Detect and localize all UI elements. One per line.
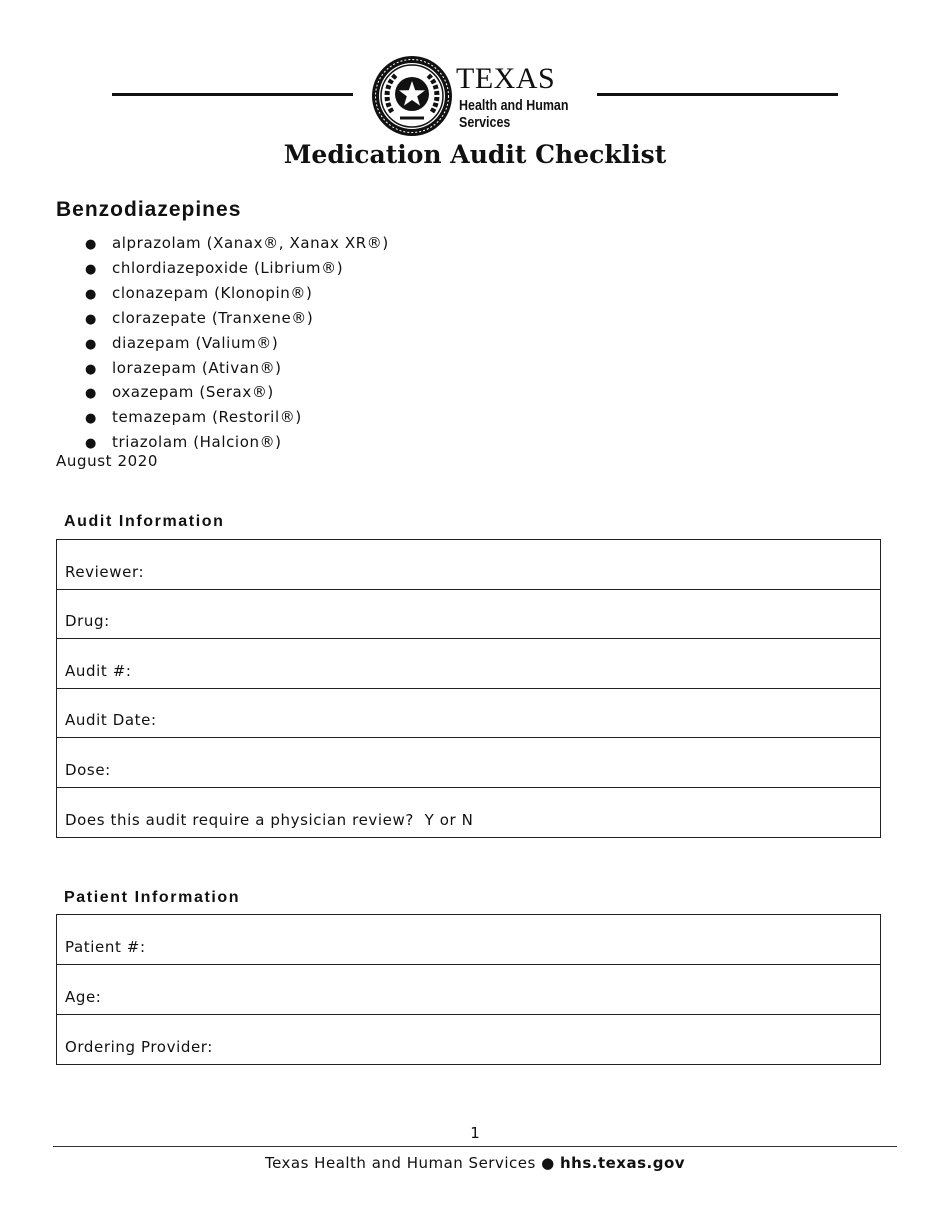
list-item: ● clorazepate (Tranxene®) xyxy=(85,307,389,332)
drug-label: Drug: xyxy=(65,612,110,631)
dose-label: Dose: xyxy=(65,760,111,779)
table-row[interactable] xyxy=(57,738,880,788)
page-number: 1 xyxy=(470,1124,480,1142)
bullet-icon: ● xyxy=(85,311,97,327)
list-item: ● oxazepam (Serax®) xyxy=(85,381,389,406)
patient-info-table xyxy=(56,914,881,1065)
bullet-icon: ● xyxy=(85,261,97,277)
table-row[interactable] xyxy=(57,540,880,590)
hhs-logo xyxy=(370,54,590,138)
logo-line-2: Health and Human xyxy=(459,98,569,114)
footer-divider xyxy=(53,1146,897,1147)
logo-texas-text: TEXAS xyxy=(456,62,556,95)
document-date: August 2020 xyxy=(56,452,159,470)
ordering-provider-label: Ordering Provider: xyxy=(65,1038,213,1056)
audit-info-heading: Audit Information xyxy=(64,513,225,530)
audit-date-label: Audit Date: xyxy=(65,711,157,730)
table-row[interactable] xyxy=(57,965,880,1015)
age-label: Age: xyxy=(65,988,102,1006)
table-row[interactable] xyxy=(57,788,880,837)
footer-org: Texas Health and Human Services xyxy=(264,1154,536,1172)
list-item: ● temazepam (Restoril®) xyxy=(85,406,389,431)
list-item: ● clonazepam (Klonopin®) xyxy=(85,282,389,307)
bullet-icon: ● xyxy=(85,237,97,252)
physician-review-label: Does this audit require a physician review? Y or N xyxy=(65,810,474,829)
header-rule-right xyxy=(597,93,838,96)
list-item: ● lorazepam (Ativan®) xyxy=(85,357,389,382)
footer-url[interactable]: hhs.texas.gov xyxy=(559,1154,686,1172)
footer xyxy=(0,1154,950,1172)
audit-number-label: Audit #: xyxy=(65,661,132,680)
patient-info-heading: Patient Information xyxy=(64,889,241,906)
footer-separator: ● xyxy=(541,1154,555,1172)
bullet-icon: ● xyxy=(85,286,97,302)
reviewer-label: Reviewer: xyxy=(65,562,145,581)
table-row[interactable] xyxy=(57,915,880,965)
list-item: ● triazolam (Halcion®) xyxy=(85,431,389,456)
list-item: ● chlordiazepoxide (Librium®) xyxy=(85,257,389,282)
logo-line-3: Services xyxy=(459,115,511,131)
bullet-icon: ● xyxy=(85,386,97,402)
audit-info-table xyxy=(56,539,881,838)
texas-seal-icon xyxy=(370,54,454,138)
table-row[interactable] xyxy=(57,689,880,739)
table-row[interactable] xyxy=(57,639,880,689)
list-item: ● diazepam (Valium®) xyxy=(85,332,389,357)
drug-list xyxy=(85,232,389,456)
page-title: Medication Audit Checklist xyxy=(283,140,667,169)
bullet-icon: ● xyxy=(85,336,97,352)
bullet-icon: ● xyxy=(85,436,97,452)
bullet-icon: ● xyxy=(85,361,97,377)
table-row[interactable] xyxy=(57,590,880,640)
table-row[interactable] xyxy=(57,1015,880,1064)
list-item: ● alprazolam (Xanax®, Xanax XR®) xyxy=(85,232,389,257)
header-rule-left xyxy=(112,93,353,96)
patient-number-label: Patient #: xyxy=(65,938,146,956)
section-title: Benzodiazepines xyxy=(56,198,242,221)
bullet-icon: ● xyxy=(85,411,97,427)
